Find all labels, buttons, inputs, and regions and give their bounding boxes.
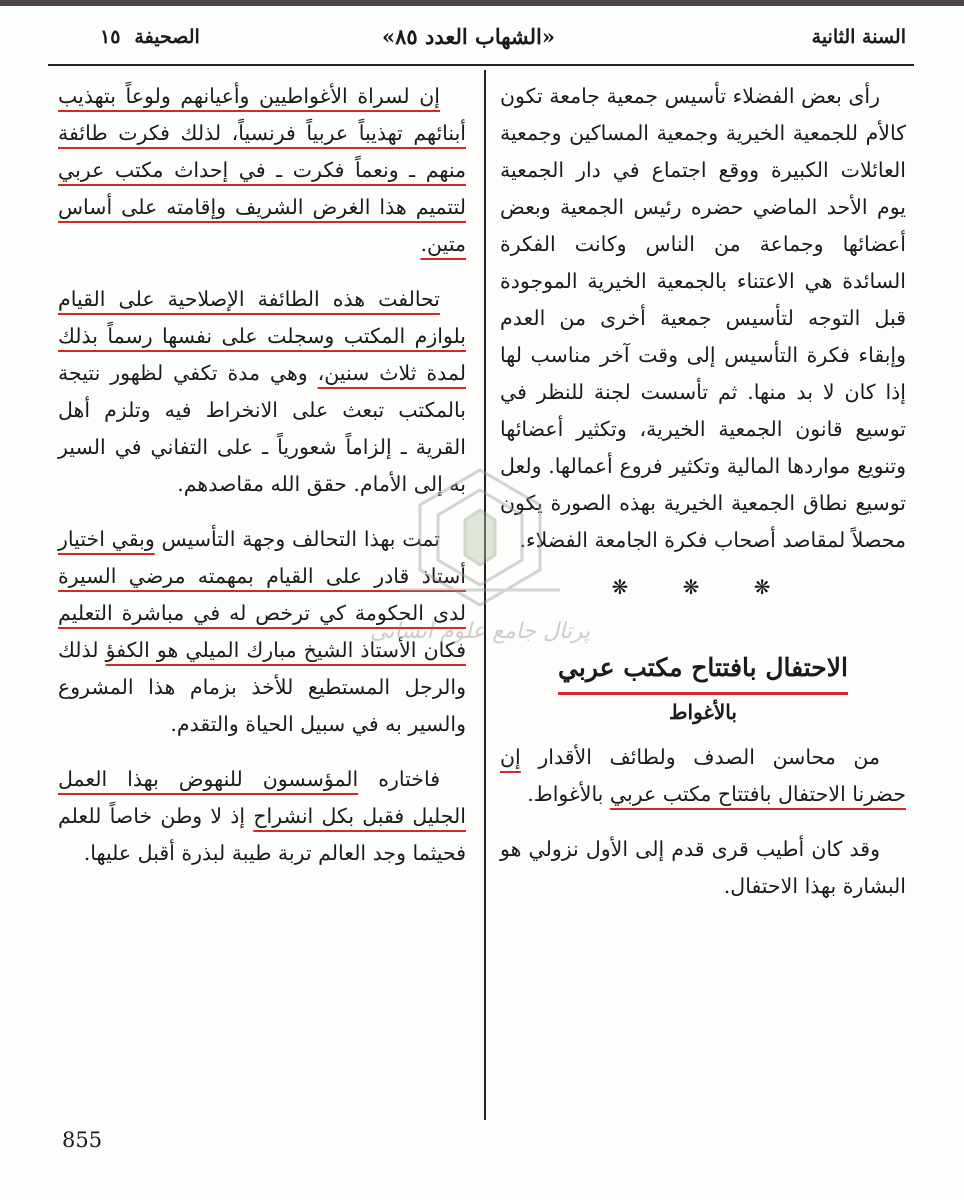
header-page-number: ١٥ xyxy=(100,26,121,48)
left-p4-underlined: المؤسسون للنهوض بهذا العمل الجليل فقبل بكل انشراح xyxy=(58,767,466,828)
left-p4-start: فاختاره xyxy=(358,767,441,791)
top-border-bar xyxy=(0,0,964,6)
left-p2-underlined: تحالفت هذه الطائفة الإصلاحية على القيام بلوازم المكتب وسجلت على نفسها رسماً بذلك لمدة ثلاث سنين، xyxy=(58,287,466,385)
column-divider xyxy=(484,70,486,1120)
article-subtitle: بالأغواط xyxy=(669,700,737,724)
left-p3-underlined: وبقي اختيار أستاذ قادر على القيام بمهمته مرضي السيرة لدى الحكومة كي ترخص له في مباشرة التعليم فكان الأستاذ الشيخ مبارك الميلي هو الكفؤ xyxy=(58,527,467,662)
header-year: السنة الثانية xyxy=(811,26,906,48)
left-column xyxy=(58,78,466,872)
header-page xyxy=(86,26,200,48)
left-paragraph-3 xyxy=(58,521,466,743)
footer-page-number: 855 xyxy=(62,1128,103,1152)
right-column xyxy=(500,78,906,905)
article-title xyxy=(500,648,906,695)
section-separator-stars: ❋ ❋ ❋ xyxy=(611,575,795,599)
left-p4-rest: إذ لا وطن خاصاً للعلم فحيثما وجد العالم تربة طيبة لبذرة أقبل عليها. xyxy=(58,804,466,865)
right-paragraph-1: رأى بعض الفضلاء تأسيس جمعية جامعة تكون كالأم للجمعية الخيرية وجمعية المساكين وجمعية العائلات الكبيرة ووقع اجتماع في دار الجمعية يوم الأحد الماضي حضره رئيس الجمعية وبعض أعضائها وجماعة من الناس وكانت الفكرة السائدة هي الاعتناء بالجمعية الخيرية الموجودة قبل التوجه لتأسيس جمعية أخرى من العدم وإبقاء فكرة التأسيس إلى وقت آخر مناسب لها إذا كان لا بد منها. ثم تأسست لجنة للنظر في توسيع قانون الجمعية الخيرية، وتكثير أعضائها وتنويع مواردها المالية وتكثير فروع أعمالها. ولعل توسيع نطاق الجمعية الخيرية بهذه الصورة يكون محصلاً لمقاصد أصحاب فكرة الجامعة الفضلاء. xyxy=(500,84,906,552)
left-p3-rest: لذلك والرجل المستطيع للأخذ بزمام هذا المشروع والسير به في سبيل الحياة والتقدم. xyxy=(58,638,466,736)
article-p1-c: بالأغواط. xyxy=(527,782,610,806)
left-paragraph-2 xyxy=(58,281,466,503)
header-page-label: الصحيفة xyxy=(134,26,200,48)
article-p1-underlined: إن حضرنا الاحتفال بافتتاح مكتب عربي xyxy=(500,745,906,806)
article-paragraph-2: وقد كان أطيب قرى قدم إلى الأول نزولي هو البشارة بهذا الاحتفال. xyxy=(500,837,906,898)
article-p1-a: من محاسن الصدف ولطائف الأقدار xyxy=(520,745,880,769)
page-header xyxy=(0,22,964,62)
header-journal-issue: «الشهاب العدد ٨٥» xyxy=(382,24,555,49)
left-p1-underlined: إن لسراة الأغواطيين وأعيانهم ولوعاً بتهذيب أبنائهم تهذيباً عربياً فرنسياً، لذلك فكرت طائفة منهم ـ ونعماً فكرت ـ في إحداث مكتب عربي لتتميم هذا الغرض الشريف وإقامته على أساس متين. xyxy=(58,84,466,256)
article-title-text: الاحتفال بافتتاح مكتب عربي xyxy=(558,648,848,695)
left-p2-rest: وهي مدة تكفي لظهور نتيجة بالمكتب تبعث على الانخراط فيه وتلزم أهل القرية ـ إلزاماً شعورياً ـ على التفاني في السير به إلى الأمام. حقق الله مقاصدهم. xyxy=(58,361,466,496)
left-p3-start: تمت بهذا التحالف وجهة التأسيس xyxy=(154,527,440,551)
left-paragraph-1 xyxy=(58,78,466,263)
left-paragraph-4 xyxy=(58,761,466,872)
header-divider xyxy=(48,64,914,66)
watermark-text: پرتال جامع علوم انسانی xyxy=(369,619,591,644)
article-paragraph-1 xyxy=(500,739,906,813)
